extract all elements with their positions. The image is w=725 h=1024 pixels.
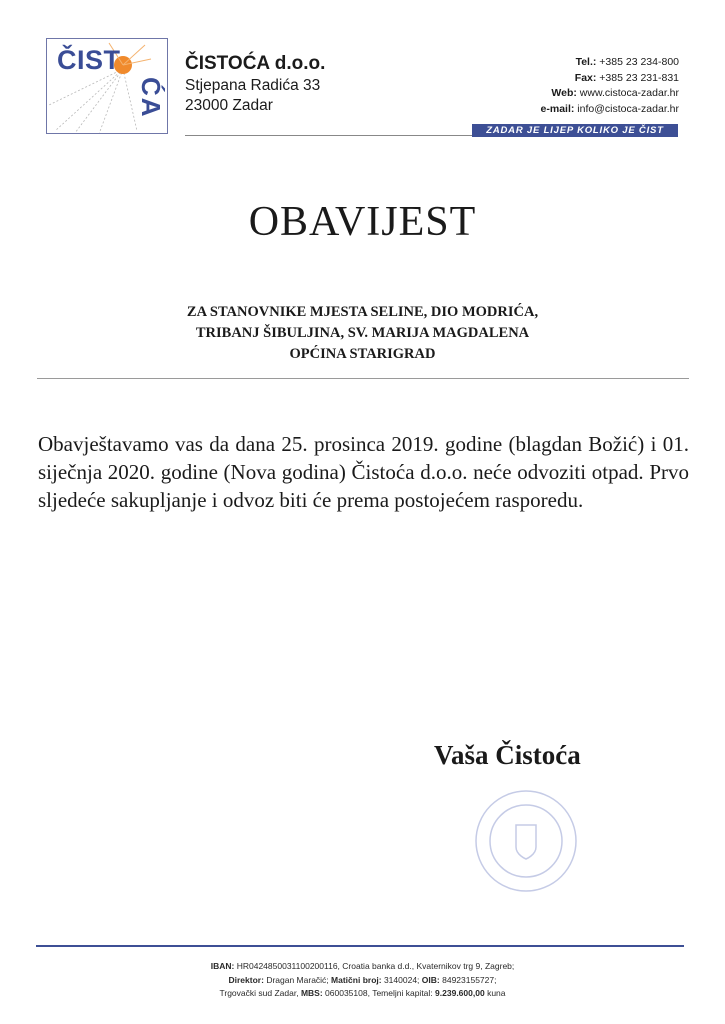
mbs-value: 060035108, xyxy=(325,988,370,998)
iban-label: IBAN: xyxy=(210,961,235,971)
footer xyxy=(0,960,725,1001)
slogan-banner: ZADAR JE LIJEP KOLIKO JE ČIST xyxy=(472,124,678,137)
company-stamp xyxy=(470,785,582,897)
company-logo xyxy=(46,38,168,134)
web-value: www.cistoca-zadar.hr xyxy=(579,87,679,99)
contact-block xyxy=(541,55,679,117)
footer-line-1 xyxy=(0,960,725,974)
notice-recipients xyxy=(0,302,725,365)
fax-value: +385 23 231-831 xyxy=(599,71,679,84)
mbs-label: MBS: xyxy=(300,988,323,998)
tel-label: Tel.: xyxy=(575,56,597,68)
web-label: Web: xyxy=(551,87,577,99)
tel-value: +385 23 234-800 xyxy=(599,56,679,68)
logo-text-side: ĆA xyxy=(136,77,166,119)
section-divider xyxy=(37,378,689,379)
company-name: ČISTOĆA d.o.o. xyxy=(185,53,326,74)
footer-line-2 xyxy=(0,974,725,988)
signature: Vaša Čistoća xyxy=(434,740,581,770)
capital-label: Temeljni kapital: xyxy=(372,988,433,998)
court-value: Trgovački sud Zadar, xyxy=(219,988,299,998)
logo-text-top: ČIST xyxy=(57,45,121,75)
email-label: e-mail: xyxy=(540,102,575,115)
header-divider xyxy=(185,135,472,136)
company-address xyxy=(185,52,325,116)
company-city: 23000 Zadar xyxy=(185,97,273,114)
fax-label: Fax: xyxy=(574,71,597,84)
oib-value: 84923155727; xyxy=(442,974,497,985)
contact-tel xyxy=(541,55,679,71)
recipients-line-3: OPĆINA STARIGRAD xyxy=(289,346,436,362)
director-value: Dragan Maračić; xyxy=(266,974,329,985)
contact-web xyxy=(541,86,679,102)
notice-body: Obavještavamo vas da dana 25. prosinca 2019. godine (blagdan Božić) i 01. siječnja 2020. godine (Nova godina) Čistoća d.o.o. neće odvoziti otpad. Prvo sljedeće sakupljanje i odvoz biti će prema postojećem rasporedu. xyxy=(38,432,689,512)
contact-email xyxy=(541,102,679,118)
capital-value: 9.239.600,00 xyxy=(435,988,485,998)
company-street: Stjepana Radića 33 xyxy=(185,77,321,94)
mb-value: 3140024; xyxy=(383,974,420,985)
email-value: info@cistoca-zadar.hr xyxy=(577,102,679,115)
contact-fax xyxy=(541,71,679,87)
director-label: Direktor: xyxy=(228,974,264,985)
iban-value: HR0424850031100200116, Croatia banka d.d., Kvaternikov trg 9, Zagreb; xyxy=(236,961,515,971)
page-title: OBAVIJEST xyxy=(248,199,477,245)
oib-label: OIB: xyxy=(421,974,440,985)
recipients-line-1: ZA STANOVNIKE MJESTA SELINE, DIO MODRIĆA, xyxy=(186,304,539,320)
recipients-line-2: TRIBANJ ŠIBULJINA, SV. MARIJA MAGDALENA xyxy=(195,325,530,341)
currency-value: kuna xyxy=(487,988,506,998)
footer-divider xyxy=(36,945,684,947)
footer-line-3 xyxy=(0,987,725,1001)
mb-label: Matični broj: xyxy=(331,974,382,985)
